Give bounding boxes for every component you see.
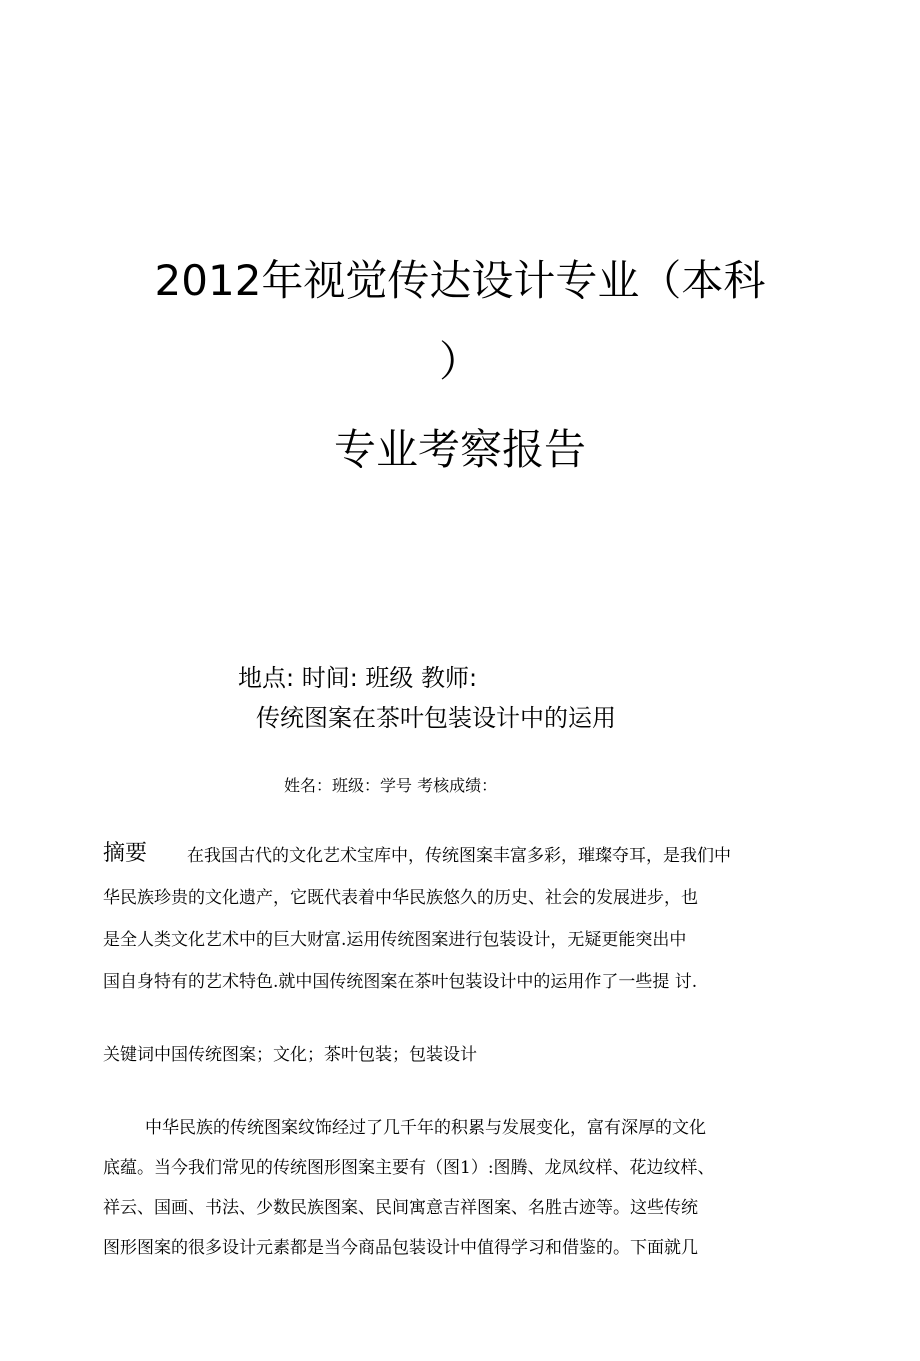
abstract-line: 是全人类文化艺术中的巨大财富.运用传统图案进行包装设计，无疑更能突出中 xyxy=(103,930,687,950)
keywords: 关键词中国传统图案；文化；茶叶包装；包装设计 xyxy=(103,1045,477,1065)
abstract-label: 摘要 xyxy=(103,841,148,866)
body-paragraph-line: 图形图案的很多设计元素都是当今商品包装设计中值得学习和借鉴的。下面就几 xyxy=(103,1238,698,1258)
body-paragraph-line: 底蕴。当今我们常见的传统图形图案主要有（图1）:图腾、龙凤纹样、花边纹样、 xyxy=(103,1158,715,1178)
report-title-line-1: 2012年视觉传达设计专业（本科 xyxy=(154,256,766,305)
abstract-line: 在我国古代的文化艺术宝库中，传统图案丰富多彩，璀璨夺耳，是我们中 xyxy=(187,846,731,866)
body-paragraph-line: 中华民族的传统图案纹饰经过了几千年的积累与发展变化，富有深厚的文化 xyxy=(145,1118,706,1138)
body-paragraph-line: 祥云、国画、书法、少数民族图案、民间寓意吉祥图案、名胜古迹等。这些传统 xyxy=(103,1198,698,1218)
report-topic: 传统图案在茶叶包装设计中的运用 xyxy=(256,704,616,732)
report-title-line-2: ） xyxy=(438,337,481,386)
report-info-fields: 地点: 时间: 班级 教师: xyxy=(238,664,478,692)
abstract-line: 国自身特有的艺术特色.就中国传统图案在茶叶包装设计中的运用作了一些提 讨. xyxy=(103,972,698,992)
report-title-line-3: 专业考察报告 xyxy=(333,425,586,474)
student-info-fields: 姓名：班级：学号 考核成绩： xyxy=(284,776,498,795)
abstract-line: 华民族珍贵的文化遗产，它既代表着中华民族悠久的历史、社会的发展进步，也 xyxy=(103,888,698,908)
